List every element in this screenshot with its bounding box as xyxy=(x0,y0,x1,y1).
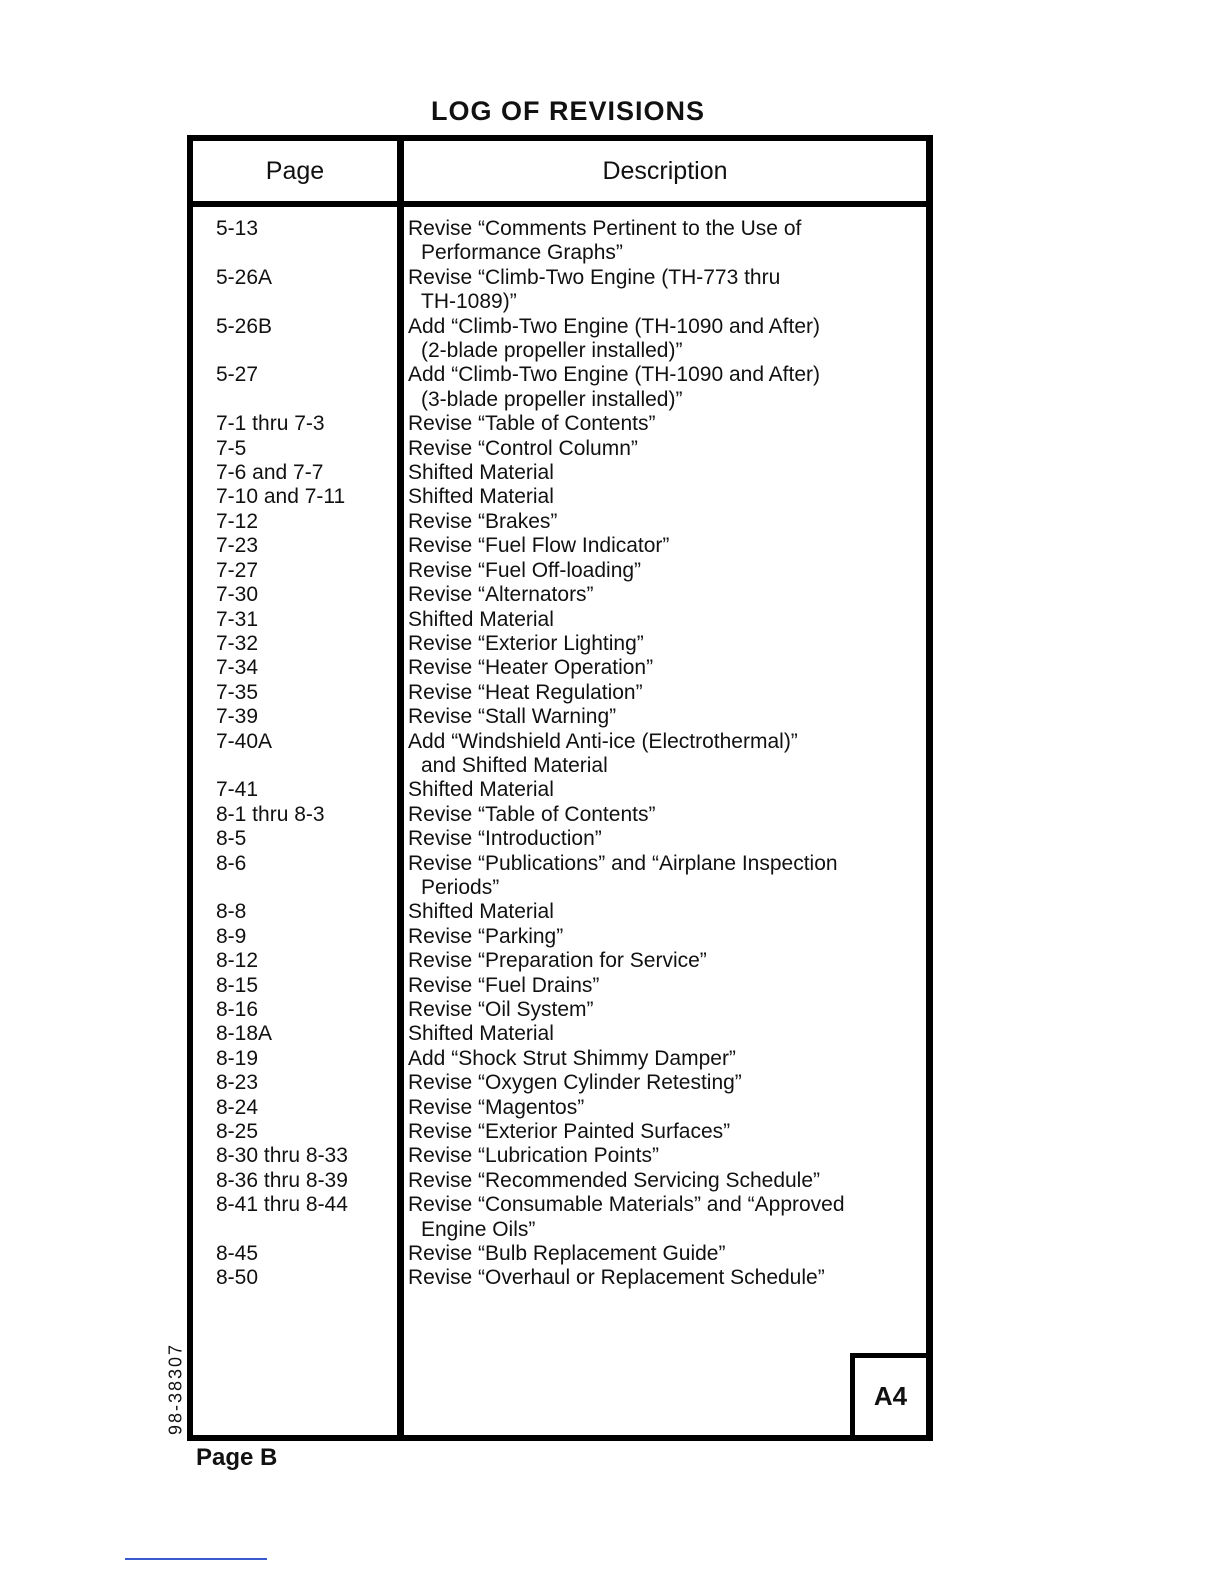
description-line: Revise “Bulb Replacement Guide” xyxy=(408,1242,726,1266)
table-row xyxy=(187,1120,933,1144)
description-line: Revise “Table of Contents” xyxy=(408,802,656,826)
table-row xyxy=(187,1096,933,1120)
description-line: Revise “Oil System” xyxy=(408,998,594,1021)
table-row xyxy=(187,998,933,1022)
page-cell: 8-18A xyxy=(216,1022,273,1046)
description-cell xyxy=(408,1144,923,1168)
description-cell xyxy=(408,705,923,729)
description-line: Revise “Stall Warning” xyxy=(408,705,617,729)
description-line: Add “Windshield Anti-ice (Electrothermal)” xyxy=(408,729,798,753)
description-line: Revise “Fuel Flow Indicator” xyxy=(408,534,670,558)
page-cell: 8-45 xyxy=(216,1242,259,1266)
description-line: Revise “Brakes” xyxy=(408,509,558,533)
description-line: Revise “Heat Regulation” xyxy=(408,680,643,704)
table-row xyxy=(187,461,933,485)
page-cell: 5-26B xyxy=(216,314,273,338)
page-cell: 7-27 xyxy=(216,558,259,582)
table-row xyxy=(187,1193,933,1242)
table-row xyxy=(187,803,933,827)
description-line: Revise “Overhaul or Replacement Schedule” xyxy=(408,1266,825,1290)
document-number: 98-38307 xyxy=(165,1342,186,1436)
description-cell xyxy=(408,998,923,1022)
table-row xyxy=(187,412,933,436)
description-cell xyxy=(408,803,923,827)
table-row xyxy=(187,510,933,534)
description-line: Revise “Introduction” xyxy=(408,827,602,851)
page-cell: 5-27 xyxy=(216,363,259,387)
table-row xyxy=(187,1266,933,1290)
description-line: Revise “Fuel Drains” xyxy=(408,973,600,997)
description-line: Revise “Consumable Materials” and “Approved xyxy=(408,1193,845,1217)
description-line: TH-1089)” xyxy=(421,290,517,314)
description-cell xyxy=(408,1071,923,1095)
description-cell xyxy=(408,778,923,802)
description-cell xyxy=(408,1047,923,1071)
description-line: Shifted Material xyxy=(408,778,554,802)
page-cell: 8-15 xyxy=(216,973,259,997)
page-cell: 8-41 thru 8-44 xyxy=(216,1193,348,1217)
table-row xyxy=(187,681,933,705)
description-line: Shifted Material xyxy=(408,485,554,509)
description-line: Revise “Table of Contents” xyxy=(408,412,656,436)
table-row xyxy=(187,827,933,851)
page-cell: 7-41 xyxy=(216,778,259,802)
table-row xyxy=(187,1071,933,1095)
description-cell xyxy=(408,412,923,436)
description-cell xyxy=(408,217,923,266)
table-row xyxy=(187,852,933,901)
table-row xyxy=(187,1047,933,1071)
description-line: Revise “Recommended Servicing Schedule” xyxy=(408,1168,821,1192)
description-line: (2-blade propeller installed)” xyxy=(421,339,683,363)
description-cell xyxy=(408,559,923,583)
page-cell: 7-39 xyxy=(216,705,259,729)
description-cell xyxy=(408,1193,923,1242)
page-label: Page B xyxy=(196,1444,278,1471)
column-header-page: Page xyxy=(265,157,325,185)
page-cell: 7-34 xyxy=(216,656,259,680)
description-line: Engine Oils” xyxy=(421,1217,536,1241)
description-cell xyxy=(408,315,923,364)
table-row xyxy=(187,217,933,266)
description-cell xyxy=(408,461,923,485)
description-line: and Shifted Material xyxy=(421,753,608,777)
description-cell xyxy=(408,1169,923,1193)
description-cell xyxy=(408,583,923,607)
table-row xyxy=(187,632,933,656)
description-line: Add “Climb-Two Engine (TH-1090 and After) xyxy=(408,314,821,338)
description-line: Revise “Climb-Two Engine (TH-773 thru xyxy=(408,265,781,289)
table-row xyxy=(187,900,933,924)
page-cell: 8-6 xyxy=(216,851,247,875)
header-rule xyxy=(187,201,933,207)
page-cell: 7-30 xyxy=(216,583,259,607)
description-line: Revise “Exterior Painted Surfaces” xyxy=(408,1120,731,1144)
description-line: Shifted Material xyxy=(408,607,554,631)
page-cell: 8-50 xyxy=(216,1266,259,1290)
description-cell xyxy=(408,656,923,680)
table-row xyxy=(187,559,933,583)
table-row xyxy=(187,656,933,680)
description-line: Performance Graphs” xyxy=(421,241,623,265)
table-row xyxy=(187,485,933,509)
table-row xyxy=(187,534,933,558)
page-cell: 7-23 xyxy=(216,534,259,558)
description-cell xyxy=(408,730,923,779)
description-cell xyxy=(408,1266,923,1290)
description-line: Shifted Material xyxy=(408,900,554,924)
description-line: Revise “Heater Operation” xyxy=(408,656,654,680)
description-line: (3-blade propeller installed)” xyxy=(421,387,683,411)
page-cell: 7-12 xyxy=(216,509,259,533)
description-cell xyxy=(408,900,923,924)
page-cell: 7-40A xyxy=(216,729,273,753)
description-line: Shifted Material xyxy=(408,461,554,485)
page-cell: 8-5 xyxy=(216,827,247,851)
table-row xyxy=(187,266,933,315)
table-row xyxy=(187,778,933,802)
description-cell xyxy=(408,827,923,851)
description-cell xyxy=(408,485,923,509)
page-cell: 5-26A xyxy=(216,265,273,289)
table-row xyxy=(187,949,933,973)
table-row xyxy=(187,363,933,412)
page-cell: 8-9 xyxy=(216,924,247,948)
description-cell xyxy=(408,852,923,901)
page-title: LOG OF REVISIONS xyxy=(430,96,706,126)
page-cell: 8-8 xyxy=(216,900,247,924)
description-line: Revise “Oxygen Cylinder Retesting” xyxy=(408,1071,742,1095)
table-row xyxy=(187,974,933,998)
page-cell: 7-10 and 7-11 xyxy=(216,485,346,509)
description-line: Revise “Parking” xyxy=(408,924,564,948)
page-cell: 8-1 thru 8-3 xyxy=(216,802,325,826)
description-line: Revise “Exterior Lighting” xyxy=(408,631,644,655)
description-line: Revise “Preparation for Service” xyxy=(408,949,707,973)
bottom-rule xyxy=(125,1558,267,1560)
page-cell: 8-24 xyxy=(216,1095,259,1119)
description-cell xyxy=(408,510,923,534)
page-cell: 7-31 xyxy=(216,607,259,631)
page-cell: 8-19 xyxy=(216,1046,259,1070)
description-line: Periods” xyxy=(421,875,500,899)
column-header-description: Description xyxy=(602,157,728,185)
page-cell: 7-5 xyxy=(216,436,247,460)
page-cell: 8-25 xyxy=(216,1120,259,1144)
description-line: Revise “Alternators” xyxy=(408,583,594,607)
description-cell xyxy=(408,681,923,705)
table-row xyxy=(187,583,933,607)
revision-log-table xyxy=(187,135,933,1441)
description-cell xyxy=(408,437,923,461)
description-line: Shifted Material xyxy=(408,1022,554,1046)
revision-badge: A4 xyxy=(850,1353,926,1435)
description-cell xyxy=(408,632,923,656)
table-row xyxy=(187,730,933,779)
description-cell xyxy=(408,534,923,558)
table-row xyxy=(187,925,933,949)
page-cell: 8-23 xyxy=(216,1071,259,1095)
table-row xyxy=(187,437,933,461)
table-row xyxy=(187,1022,933,1046)
description-cell xyxy=(408,1120,923,1144)
description-line: Revise “Lubrication Points” xyxy=(408,1144,659,1168)
description-cell xyxy=(408,949,923,973)
table-row xyxy=(187,1242,933,1266)
description-cell xyxy=(408,974,923,998)
description-cell xyxy=(408,363,923,412)
table-row xyxy=(187,1144,933,1168)
page-cell: 8-30 thru 8-33 xyxy=(216,1144,348,1168)
description-line: Revise “Comments Pertinent to the Use of xyxy=(408,217,802,240)
page-cell: 7-35 xyxy=(216,680,259,704)
description-cell xyxy=(408,608,923,632)
page-cell: 8-16 xyxy=(216,998,259,1021)
table-row xyxy=(187,608,933,632)
table-row xyxy=(187,1169,933,1193)
page-cell: 7-1 thru 7-3 xyxy=(216,412,325,436)
table-body xyxy=(187,217,933,1291)
description-cell xyxy=(408,1022,923,1046)
description-line: Revise “Fuel Off-loading” xyxy=(408,558,642,582)
description-line: Add “Shock Strut Shimmy Damper” xyxy=(408,1046,736,1070)
description-cell xyxy=(408,266,923,315)
description-line: Revise “Magentos” xyxy=(408,1095,585,1119)
table-row xyxy=(187,315,933,364)
description-cell xyxy=(408,1242,923,1266)
description-cell xyxy=(408,925,923,949)
description-line: Revise “Control Column” xyxy=(408,436,638,460)
page-cell: 8-12 xyxy=(216,949,259,973)
table-row xyxy=(187,705,933,729)
page-cell: 7-6 and 7-7 xyxy=(216,461,324,485)
description-cell xyxy=(408,1096,923,1120)
description-line: Add “Climb-Two Engine (TH-1090 and After) xyxy=(408,363,821,387)
page-cell: 7-32 xyxy=(216,631,259,655)
description-line: Revise “Publications” and “Airplane Inspection xyxy=(408,851,838,875)
page-cell: 8-36 thru 8-39 xyxy=(216,1168,348,1192)
page-cell: 5-13 xyxy=(216,217,259,240)
